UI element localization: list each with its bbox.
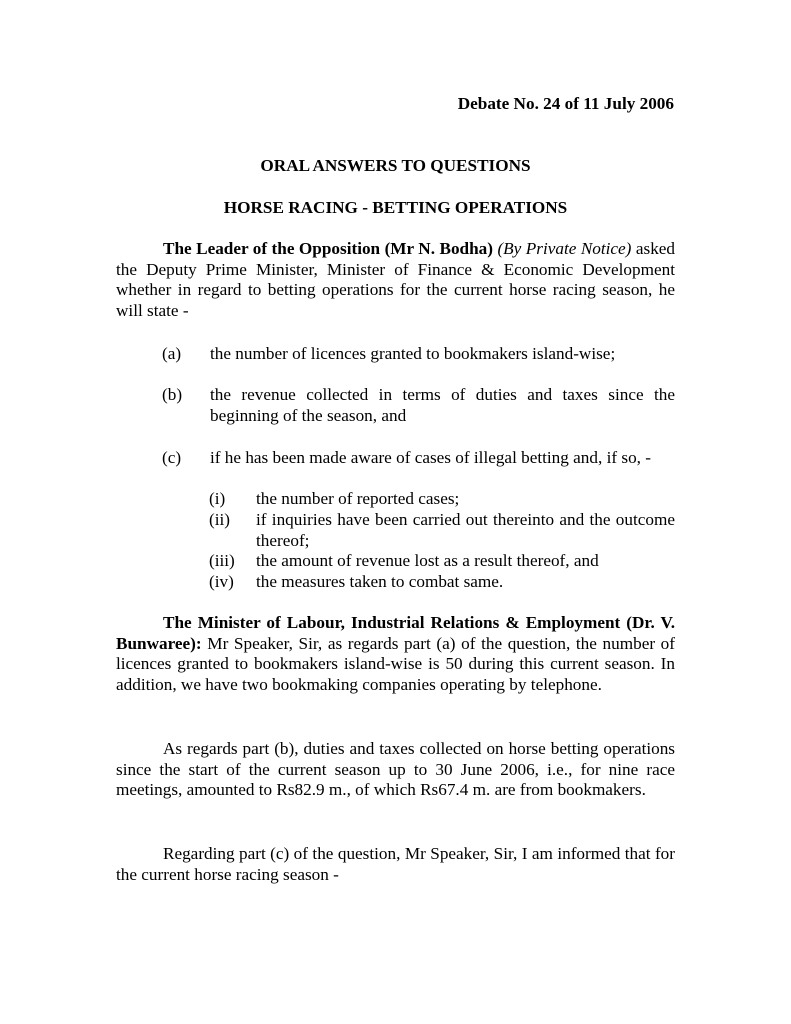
private-notice-label: (By Private Notice) xyxy=(497,239,632,258)
item-label: (a) xyxy=(162,344,182,363)
debate-reference: Debate No. 24 of 11 July 2006 xyxy=(457,94,674,113)
item-text: the number of licences granted to bookmakers island-wise; xyxy=(210,344,616,363)
subitem-label: (iii) xyxy=(209,551,235,570)
item-label: (c) xyxy=(162,448,182,467)
subitem-text: the amount of revenue lost as a result thereof, and xyxy=(256,551,599,570)
answer-speaker: The Minister of Labour, Industrial Relations & Employment (Dr. V. Bunwaree): xyxy=(116,613,675,653)
section-title: ORAL ANSWERS TO QUESTIONS xyxy=(260,156,531,175)
subitem-label: (ii) xyxy=(209,510,230,529)
item-text: if he has been made aware of cases of illegal betting and, if so, - xyxy=(210,448,651,467)
answer-paragraph-2: As regards part (b), duties and taxes collected on horse betting operations since the start of the current season up to 30 June 2006, i.e., for nine race meetings, amounted to Rs82.9 m., of which Rs67.4 m. are from bookmakers. xyxy=(116,739,675,800)
answer-paragraph-3: Regarding part (c) of the question, Mr Speaker, Sir, I am informed that for the current horse racing season - xyxy=(116,844,675,884)
subitem-text: the number of reported cases; xyxy=(256,489,460,508)
subitem-text: the measures taken to combat same. xyxy=(256,572,504,591)
answer-paragraph-1 xyxy=(116,613,675,696)
question-speaker: The Leader of the Opposition (Mr N. Bodha) xyxy=(163,239,493,258)
answer-text-1: Mr Speaker, Sir, as regards part (a) of the question, the number of licences granted to bookmakers island-wise is 50 during this current season. In addition, we have two bookmaking companies operating by telephone. xyxy=(116,633,676,695)
question-paragraph xyxy=(116,239,675,322)
item-text: the revenue collected in terms of duties and taxes since the beginning of the season, and xyxy=(210,385,675,425)
question-body: asked the Deputy Prime Minister, Minister of Finance & Economic Development whether in regard to betting operations for the current horse racing season, he will state - xyxy=(116,239,676,321)
subject-title: HORSE RACING - BETTING OPERATIONS xyxy=(223,198,568,217)
subitem-label: (iv) xyxy=(209,572,234,591)
subitem-label: (i) xyxy=(209,489,226,508)
item-label: (b) xyxy=(162,385,183,404)
subitem-text: if inquiries have been carried out thereinto and the outcome thereof; xyxy=(256,510,675,550)
